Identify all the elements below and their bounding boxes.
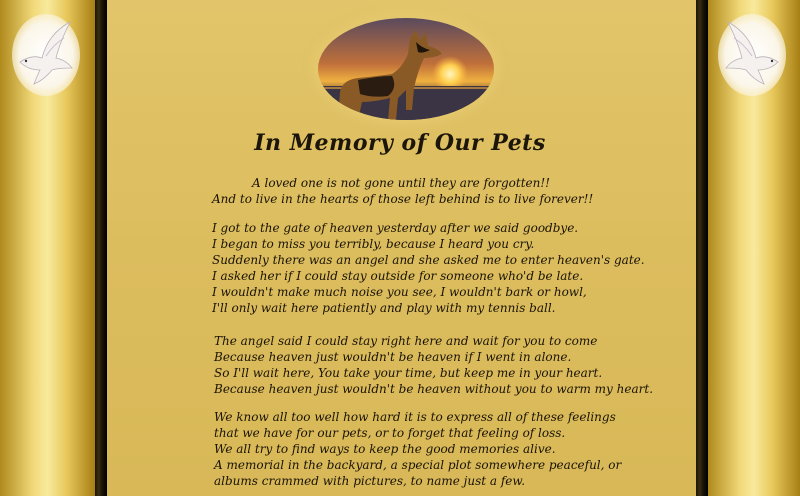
poem-line: A loved one is not gone until they are forgotten!!	[252, 176, 550, 190]
poem-line: Suddenly there was an angel and she asked me to enter heaven's gate.	[212, 253, 645, 267]
page-title: In Memory of Our Pets	[254, 130, 546, 156]
poem-line: I began to miss you terribly, because I heard you cry.	[212, 237, 535, 251]
poem-stanza-1	[212, 175, 632, 207]
dove-icon	[718, 14, 786, 96]
poem-line: Because heaven just wouldn't be heaven if I went in alone.	[214, 350, 572, 364]
poem-line: So I'll wait here, You take your time, but keep me in your heart.	[214, 366, 603, 380]
poem-stanza-3	[214, 333, 654, 397]
poem-stanza-2	[212, 220, 652, 316]
poem-line: I'll only wait here patiently and play with my tennis ball.	[212, 301, 556, 315]
poem-line: albums crammed with pictures, to name just a few.	[214, 474, 526, 488]
poem-line: The angel said I could stay right here and wait for you to come	[214, 334, 598, 348]
german-shepherd-sunset-photo	[318, 18, 494, 120]
poem-line: A memorial in the backyard, a special plot somewhere peaceful, or	[214, 458, 622, 472]
poem-line: We know all too well how hard it is to express all of these feelings	[214, 410, 616, 424]
poem-line: We all try to find ways to keep the good memories alive.	[214, 442, 556, 456]
poem-line: And to live in the hearts of those left behind is to live forever!!	[212, 192, 594, 206]
left-dark-rod	[95, 0, 107, 496]
right-dark-rod	[696, 0, 708, 496]
poem-line: that we have for our pets, or to forget that feeling of loss.	[214, 426, 566, 440]
poem-line: Because heaven just wouldn't be heaven without you to warm my heart.	[214, 382, 654, 396]
poem-stanza-4	[214, 409, 654, 489]
dove-icon	[12, 14, 80, 96]
poem-line: I got to the gate of heaven yesterday after we said goodbye.	[212, 221, 579, 235]
poem-line: I wouldn't make much noise you see, I wouldn't bark or howl,	[212, 285, 587, 299]
poem-line: I asked her if I could stay outside for someone who'd be late.	[212, 269, 584, 283]
